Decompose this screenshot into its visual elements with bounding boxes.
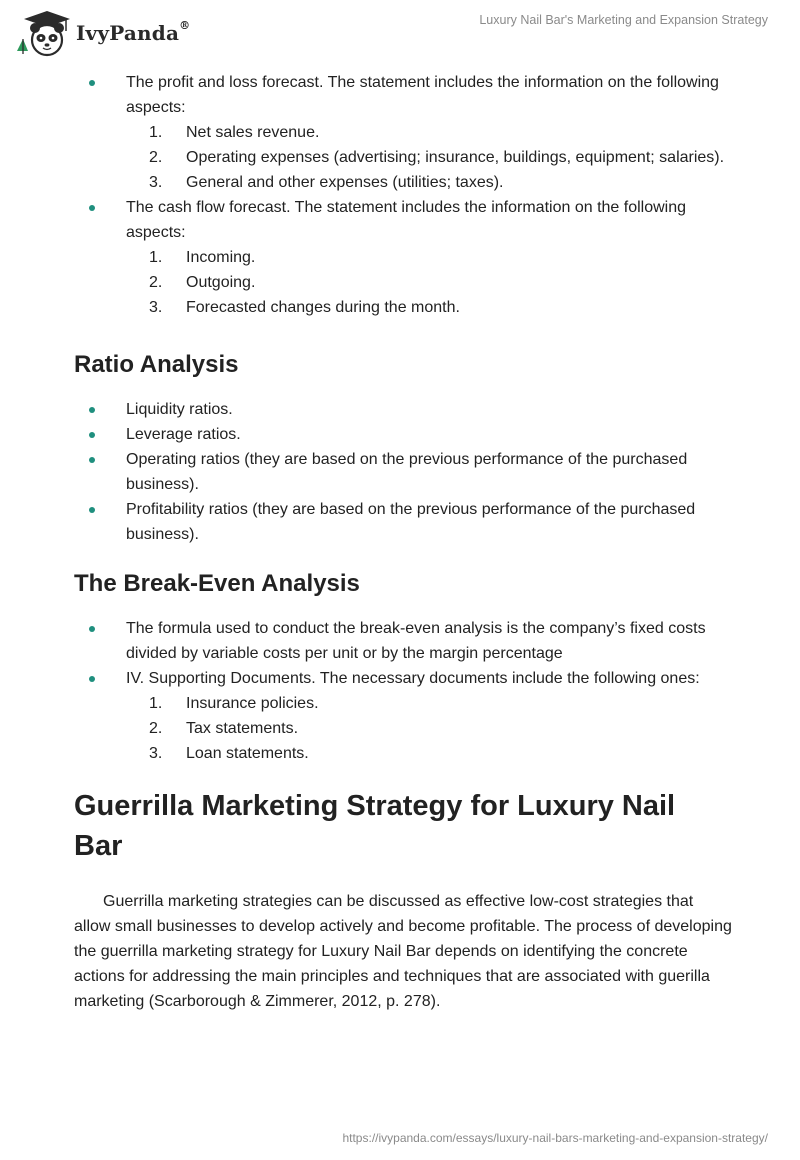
brand-name: IvyPanda® (76, 19, 191, 45)
numbered-item: 2. Tax statements. (149, 720, 299, 737)
numbered-item: 3. Forecasted changes during the month. (149, 299, 460, 316)
list-item: Profitability ratios (they are based on the previous performance of the purchased business). (74, 497, 734, 547)
numbered-item: 2. Operating expenses (advertising; insurance, buildings, equipment; salaries). (149, 149, 725, 166)
panda-logo-icon (14, 9, 72, 57)
body-paragraph: Guerrilla marketing strategies can be discussed as effective low-cost strategies that allow small businesses to develop actively and become profitable. The process of developing the guerrilla marketing strategy for Luxury Nail Bar depends on identifying the concrete actions for addressing the main principles and techniques that are associated with guerilla marketing (Scarborough & Zimmerer, 2012, p. 278). (74, 893, 732, 1010)
source-url-link[interactable]: https://ivypanda.com/essays/luxury-nail-bars-marketing-and-expansion-strategy/ (342, 1131, 768, 1145)
section-heading-guerrilla-marketing: Guerrilla Marketing Strategy for Luxury Nail Bar (74, 790, 676, 862)
page-header (0, 0, 800, 64)
list-item: Operating ratios (they are based on the previous performance of the purchased business). (74, 447, 734, 497)
section-heading-break-even: The Break-Even Analysis (74, 570, 360, 597)
numbered-item: 1. Insurance policies. (149, 695, 319, 712)
list-item: IV. Supporting Documents. The necessary documents include the following ones: (74, 666, 734, 691)
list-item: The profit and loss forecast. The statement includes the information on the following aspects: (74, 70, 734, 120)
numbered-item: 3. General and other expenses (utilities; taxes). (149, 174, 504, 191)
section-heading-ratio-analysis: Ratio Analysis (74, 351, 239, 378)
numbered-item: 1. Incoming. (149, 249, 256, 266)
document-title: Luxury Nail Bar's Marketing and Expansion Strategy (479, 13, 768, 27)
list-item: The formula used to conduct the break-even analysis is the company’s fixed costs divided by variable costs per unit or by the margin percentage (74, 616, 734, 666)
list-item: The cash flow forecast. The statement includes the information on the following aspects: (74, 195, 734, 245)
list-item: Leverage ratios. (74, 422, 734, 447)
list-item: Liquidity ratios. (74, 397, 734, 422)
document-body (74, 70, 734, 1014)
numbered-item: 2. Outgoing. (149, 274, 256, 291)
logo[interactable] (14, 9, 190, 57)
numbered-item: 3. Loan statements. (149, 745, 309, 762)
numbered-item: 1. Net sales revenue. (149, 124, 320, 141)
